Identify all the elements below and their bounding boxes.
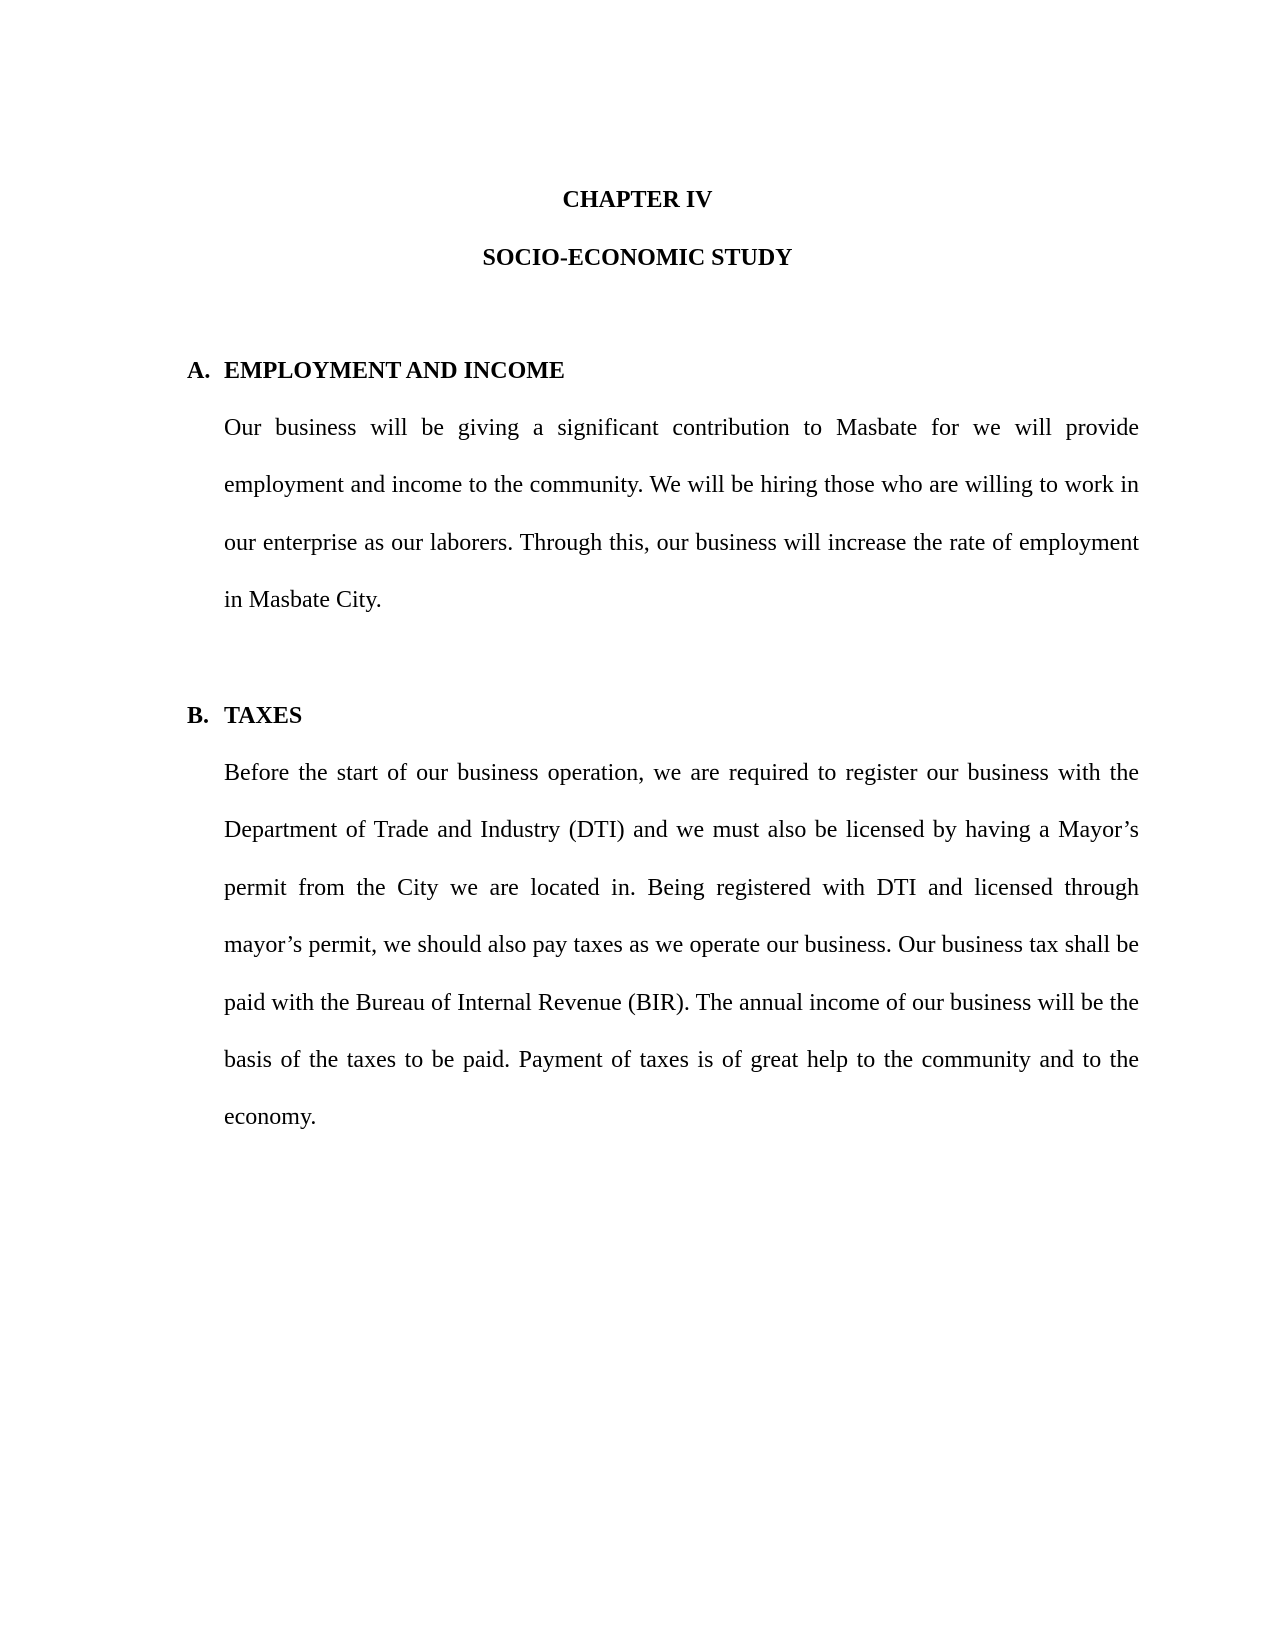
- section-title: TAXES: [224, 703, 303, 729]
- section-taxes: [187, 702, 1139, 1147]
- section-employment-and-income: [187, 357, 1139, 630]
- chapter-title: CHAPTER IV: [562, 187, 713, 213]
- section-heading: [187, 357, 1139, 385]
- section-paragraph: Before the start of our business operation, we are required to register our business with the Department of Trade and Industry (DTI) and we must also be licensed by having a Mayor’s permit from the City we are located in. Being registered with DTI and licensed through mayor’s permit, we should also pay taxes as we operate our business. Our business tax shall be paid with the Bureau of Internal Revenue (BIR). The annual income of our business will be the basis of the taxes to be paid. Payment of taxes is of great help to the community and to the economy.: [224, 760, 1139, 1131]
- section-letter: B.: [187, 703, 210, 729]
- chapter-subtitle: SOCIO-ECONOMIC STUDY: [482, 245, 793, 271]
- section-title: EMPLOYMENT AND INCOME: [224, 358, 565, 384]
- section-heading: [187, 702, 1139, 730]
- section-paragraph: Our business will be giving a significant contribution to Masbate for we will provide employment and income to the community. We will be hiring those who are willing to work in our enterprise as our laborers. Through this, our business will increase the rate of employment in Masbate City.: [224, 415, 1139, 614]
- section-letter: A.: [187, 358, 211, 384]
